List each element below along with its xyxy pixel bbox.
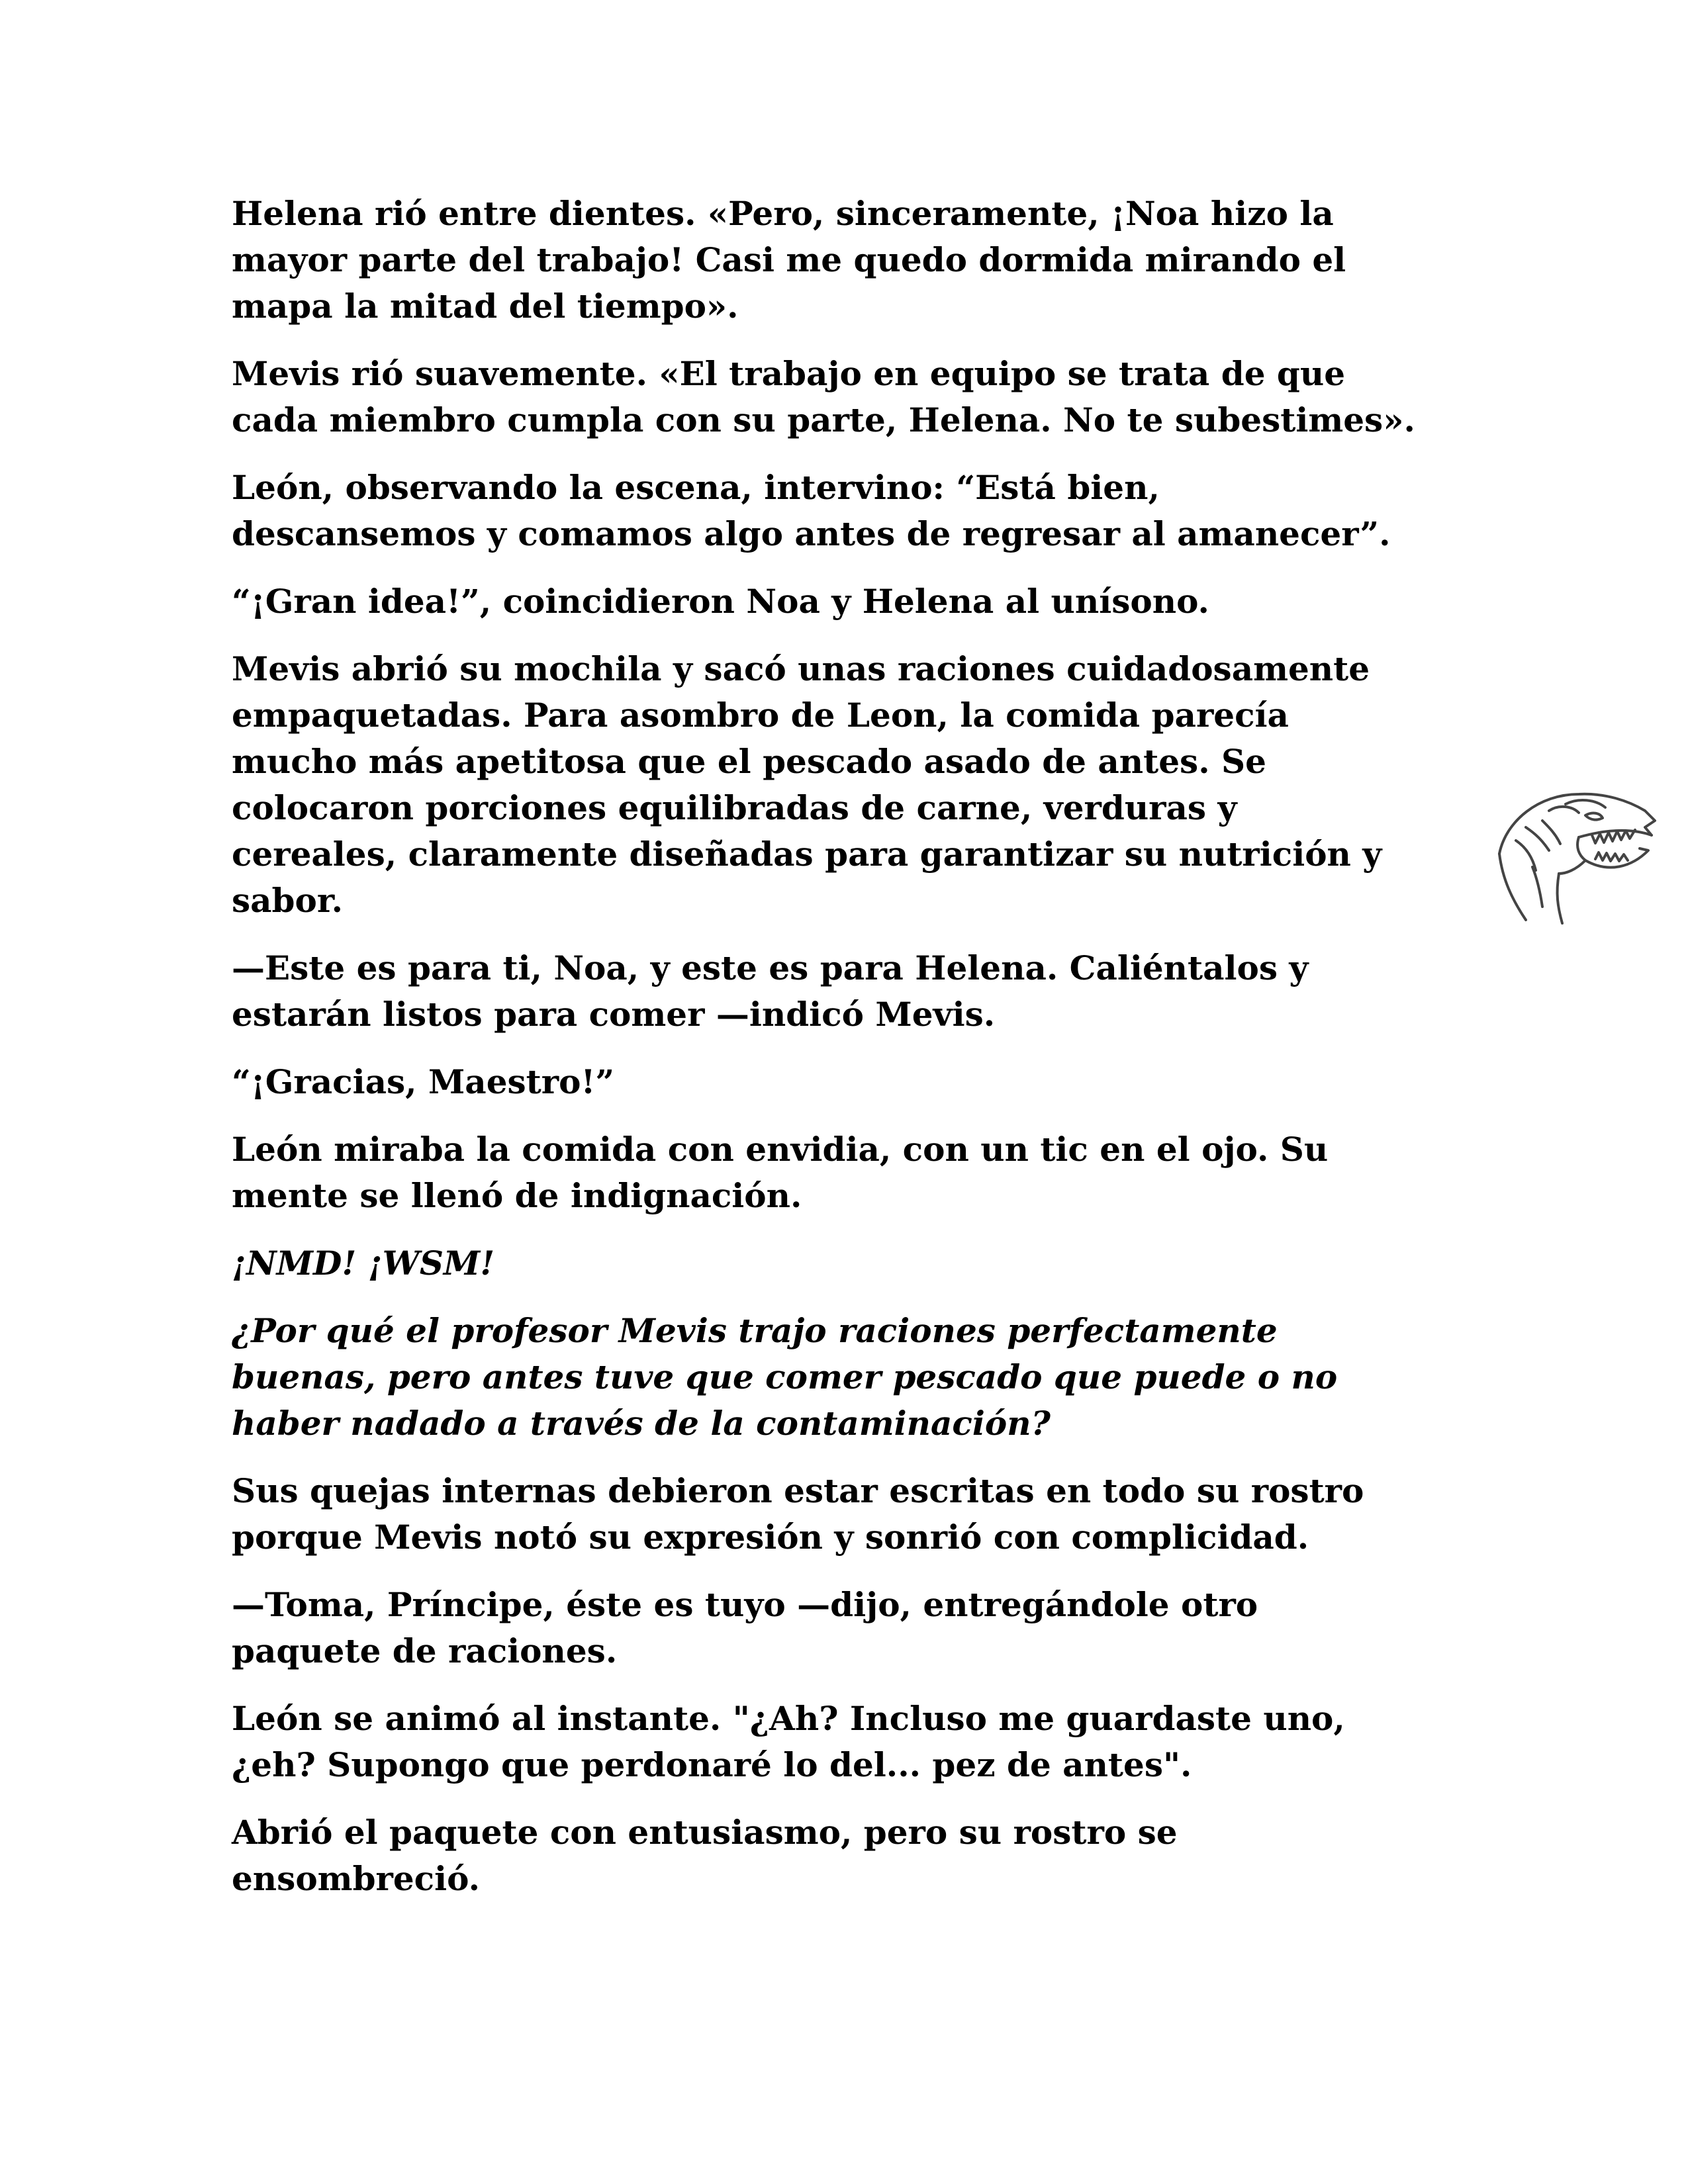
paragraph: Abrió el paquete con entusiasmo, pero su rostro se ensombreció.	[232, 1813, 1178, 1898]
document-page	[232, 191, 1470, 1923]
paragraph: “¡Gracias, Maestro!”	[232, 1062, 615, 1101]
paragraph: Sus quejas internas debieron estar escritas en todo su rostro porque Mevis notó su expresión y sonrió con complicidad.	[232, 1471, 1364, 1557]
paragraph: —Este es para ti, Noa, y este es para Helena. Caliéntalos y estarán listos para comer —indicó Mevis.	[232, 948, 1309, 1034]
paragraph: Mevis rió suavemente. «El trabajo en equipo se trata de que cada miembro cumpla con su parte, Helena. No te subestimes».	[232, 354, 1415, 439]
italic-paragraph: ¡NMD! ¡WSM!	[232, 1244, 495, 1283]
paragraph: —Toma, Príncipe, éste es tuyo —dijo, entregándole otro paquete de raciones.	[232, 1585, 1258, 1670]
paragraph: León se animó al instante. "¿Ah? Incluso me guardaste uno, ¿eh? Supongo que perdonaré lo del... pez de antes".	[232, 1699, 1345, 1784]
paragraph: “¡Gran idea!”, coincidieron Noa y Helena al unísono.	[232, 582, 1209, 621]
paragraph: Mevis abrió su mochila y sacó unas raciones cuidadosamente empaquetadas. Para asombro de Leon, la comida parecía mucho más apetitosa que el pescado asado de antes. Se colocaron porciones equilibradas de carne, verduras y cereales, claramente diseñadas para garantizar su nutrición y sabor.	[232, 649, 1382, 920]
dinosaur-head-sketch-icon	[1486, 774, 1665, 927]
paragraph: Helena rió entre dientes. «Pero, sinceramente, ¡Noa hizo la mayor parte del trabajo! Casi me quedo dormida mirando el mapa la mitad del tiempo».	[232, 194, 1346, 326]
italic-paragraph: ¿Por qué el profesor Mevis trajo raciones perfectamente buenas, pero antes tuve que comer pescado que puede o no haber nadado a través de la contaminación?	[232, 1311, 1338, 1443]
paragraph: León miraba la comida con envidia, con un tic en el ojo. Su mente se llenó de indignación.	[232, 1130, 1329, 1215]
paragraph: León, observando la escena, intervino: “Está bien, descansemos y comamos algo antes de regresar al amanecer”.	[232, 468, 1391, 553]
